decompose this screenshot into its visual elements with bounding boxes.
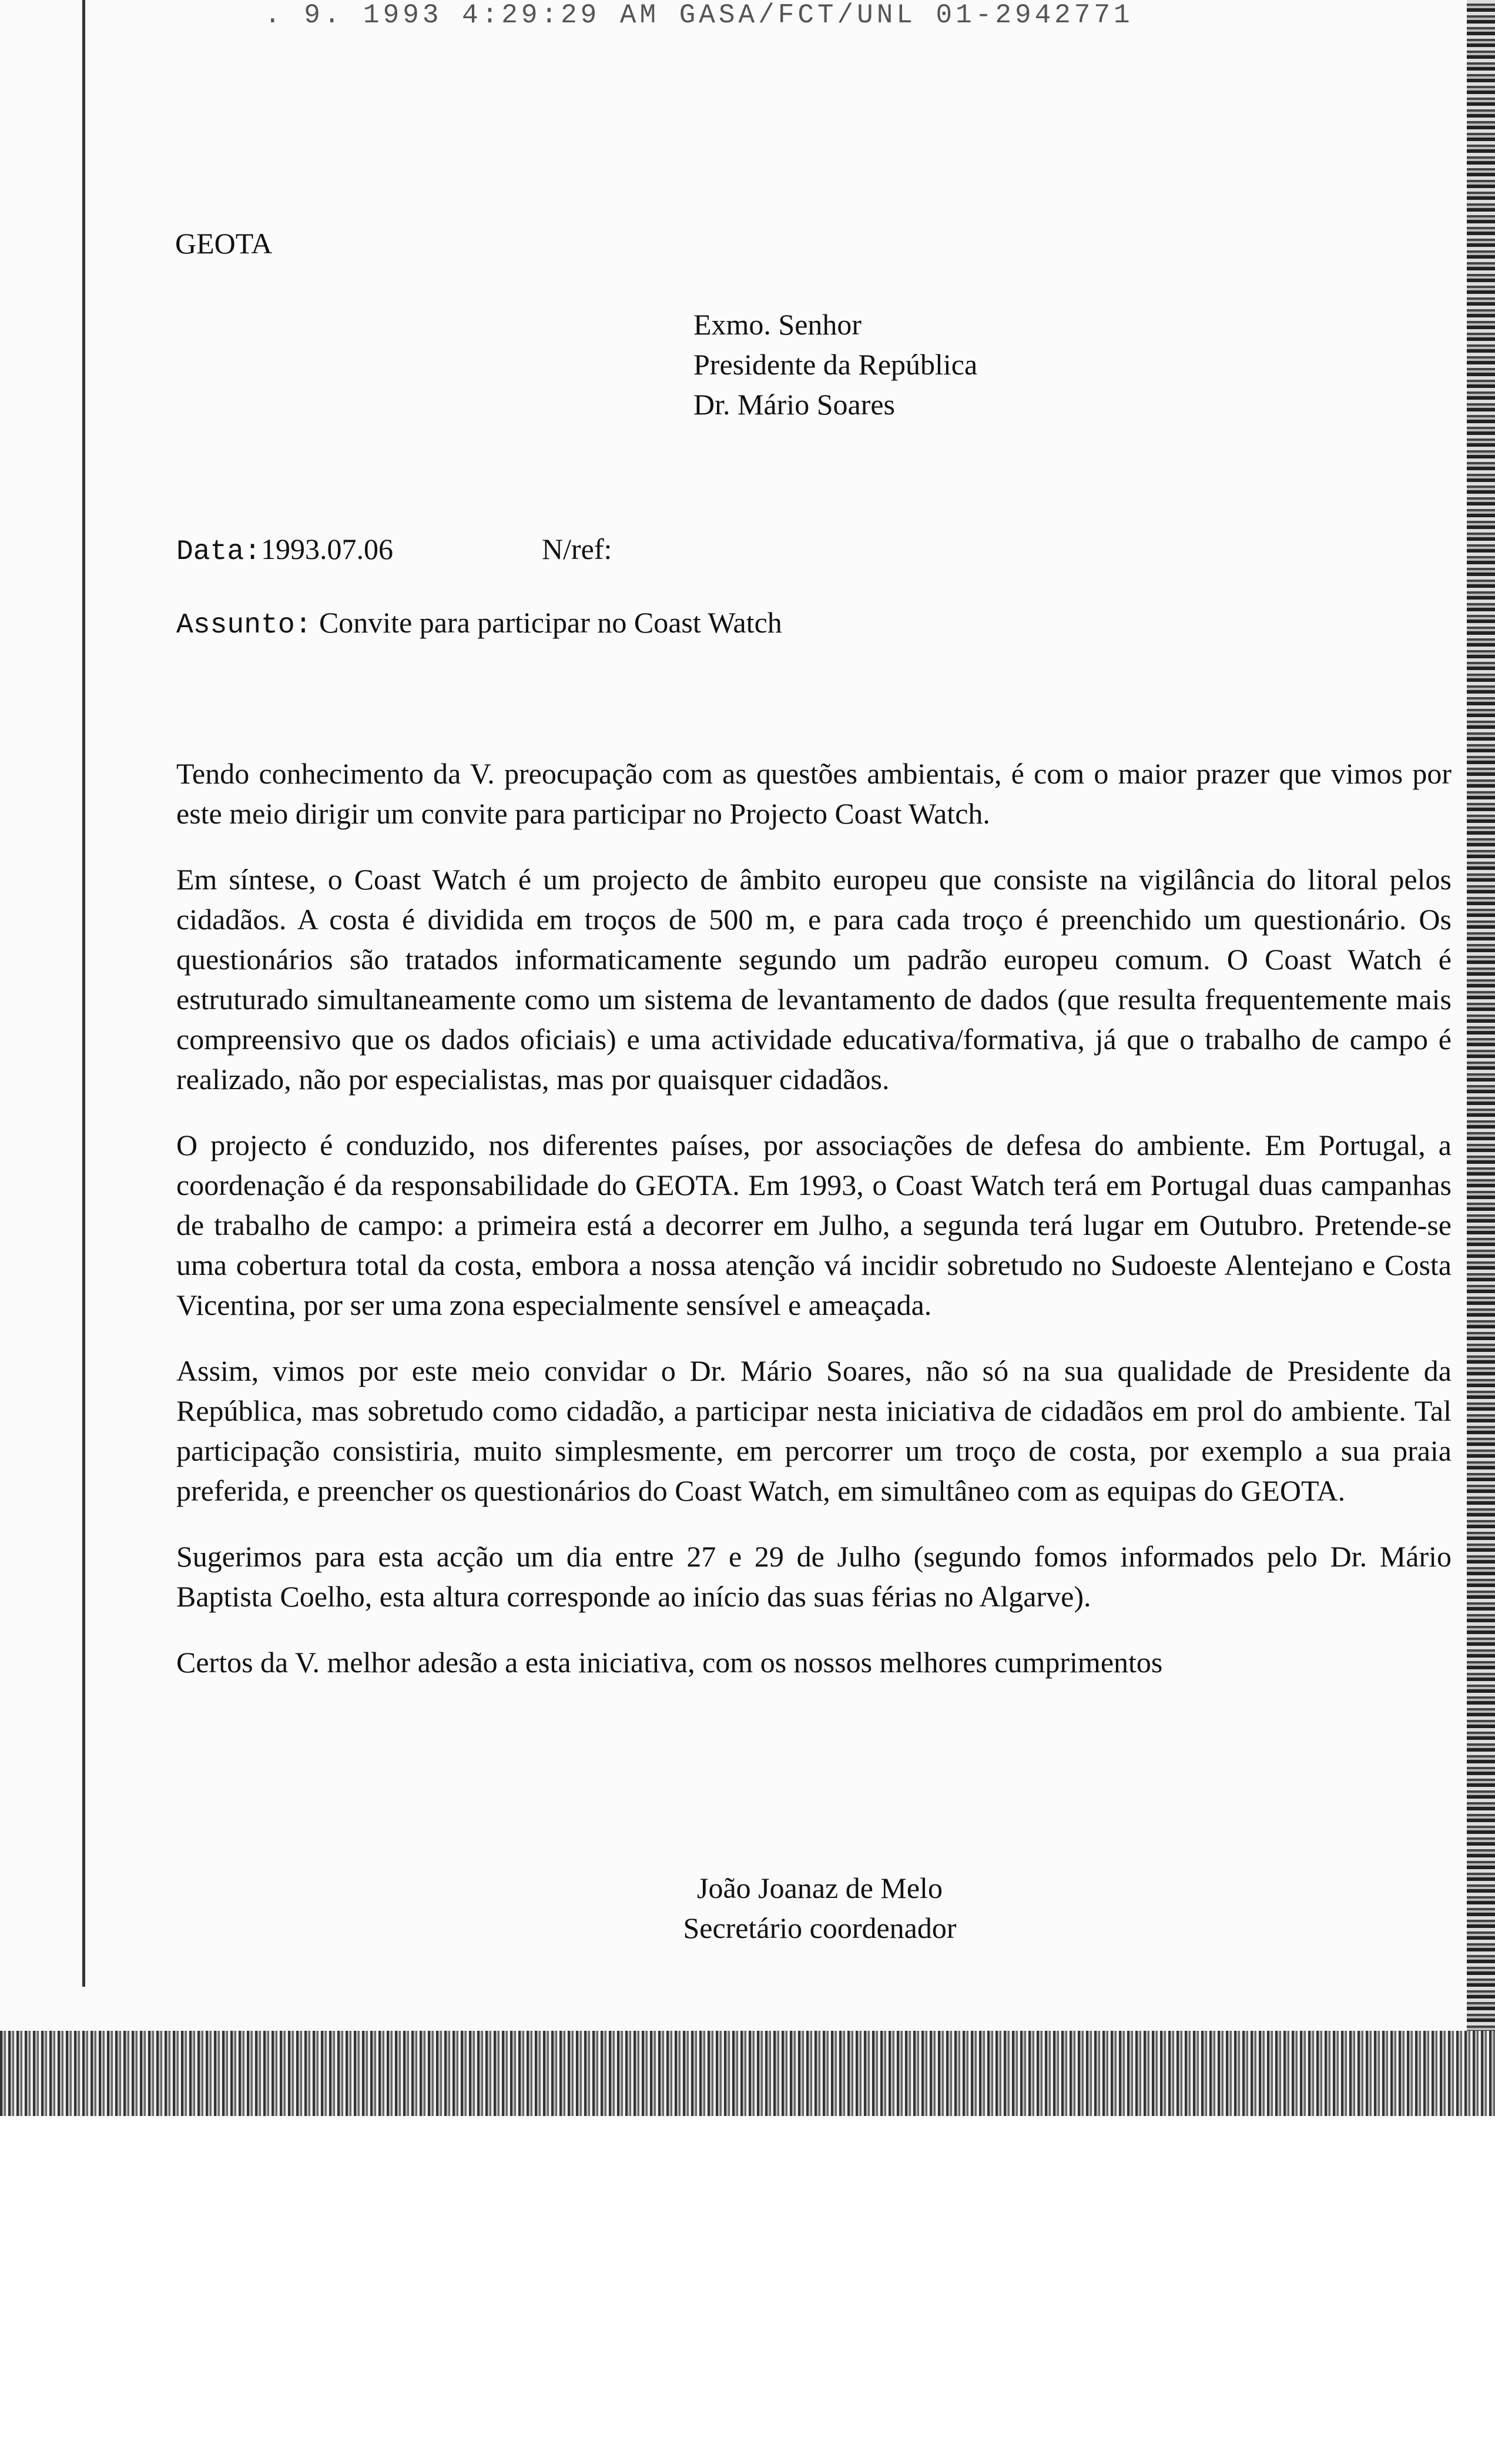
paragraph: Em síntese, o Coast Watch é um projecto de âmbito europeu que consiste na vigilância do litoral pelos cidadãos. A costa é dividida em troços de 500 m, e para cada troço é preenchido um questionário. Os questionários são tratados informaticamente segundo um padrão europeu comum. O Coast Watch é estruturado simultaneamente como um sistema de levantamento de dados (que resulta frequentemente mais compreensivo que os dados oficiais) e uma actividade educativa/formativa, já que o trabalho de campo é realizado, não por especialistas, mas por quaisquer cidadãos. bbox=[176, 863, 1452, 1096]
paragraph: Certos da V. melhor adesão a esta iniciativa, com os nossos melhores cumprimentos bbox=[176, 1646, 1163, 1679]
scan-left-edge bbox=[82, 0, 85, 1987]
subject-line bbox=[176, 605, 782, 641]
subject-value: Convite para participar no Coast Watch bbox=[319, 606, 782, 639]
signature-block bbox=[664, 1868, 976, 1948]
date-label: Data: bbox=[176, 536, 262, 568]
addressee-line: Presidente da República bbox=[693, 348, 978, 381]
addressee-line: Dr. Mário Soares bbox=[693, 388, 895, 421]
paragraph: O projecto é conduzido, nos diferentes países, por associações de defesa do ambiente. Em Portugal, a coordenação é da responsabilidade do GEOTA. Em 1993, o Coast Watch terá em Portugal duas campanhas de trabalho de campo: a primeira está a decorrer em Julho, a segunda terá lugar em Outubro. Pretende-se uma cobertura total da costa, embora a nossa atenção vá incidir sobretudo no Sudoeste Alentejano e Costa Vicentina, por ser uma zona especialmente sensível e ameaçada. bbox=[176, 1129, 1452, 1321]
date-ref-line bbox=[176, 532, 612, 568]
letter-body bbox=[176, 754, 1452, 1708]
subject-label: Assunto: bbox=[176, 610, 312, 641]
fax-header: . 9. 1993 4:29:29 AM GASA/FCT/UNL 01-2942771 bbox=[264, 0, 1134, 31]
ref-label: N/ref: bbox=[542, 533, 612, 565]
paragraph: Tendo conhecimento da V. preocupação com as questões ambientais, é com o maior prazer que vimos por este meio dirigir um convite para participar no Projecto Coast Watch. bbox=[176, 757, 1452, 830]
scan-right-edge bbox=[1467, 0, 1495, 2116]
paragraph: Assim, vimos por este meio convidar o Dr. Mário Soares, não só na sua qualidade de Presidente da República, mas sobretudo como cidadão, a participar nesta iniciativa de cidadãos em prol do ambiente. Tal participação consistiria, muito simplesmente, em percorrer um troço de costa, por exemplo a sua praia preferida, e preencher os questionários do Coast Watch, em simultâneo com as equipas do GEOTA. bbox=[176, 1354, 1452, 1507]
date-value: 1993.07.06 bbox=[261, 533, 394, 565]
paragraph: Sugerimos para esta acção um dia entre 27 e 29 de Julho (segundo fomos informados pelo Dr. Mário Baptista Coelho, esta altura corresponde ao início das suas férias no Algarve). bbox=[176, 1540, 1452, 1613]
scan-bottom-band bbox=[0, 2031, 1495, 2116]
addressee-line: Exmo. Senhor bbox=[693, 308, 862, 341]
signature-name: João Joanaz de Melo bbox=[697, 1872, 943, 1904]
sender: GEOTA bbox=[175, 227, 273, 260]
addressee-block bbox=[693, 304, 977, 424]
signature-title: Secretário coordenador bbox=[683, 1911, 957, 1944]
